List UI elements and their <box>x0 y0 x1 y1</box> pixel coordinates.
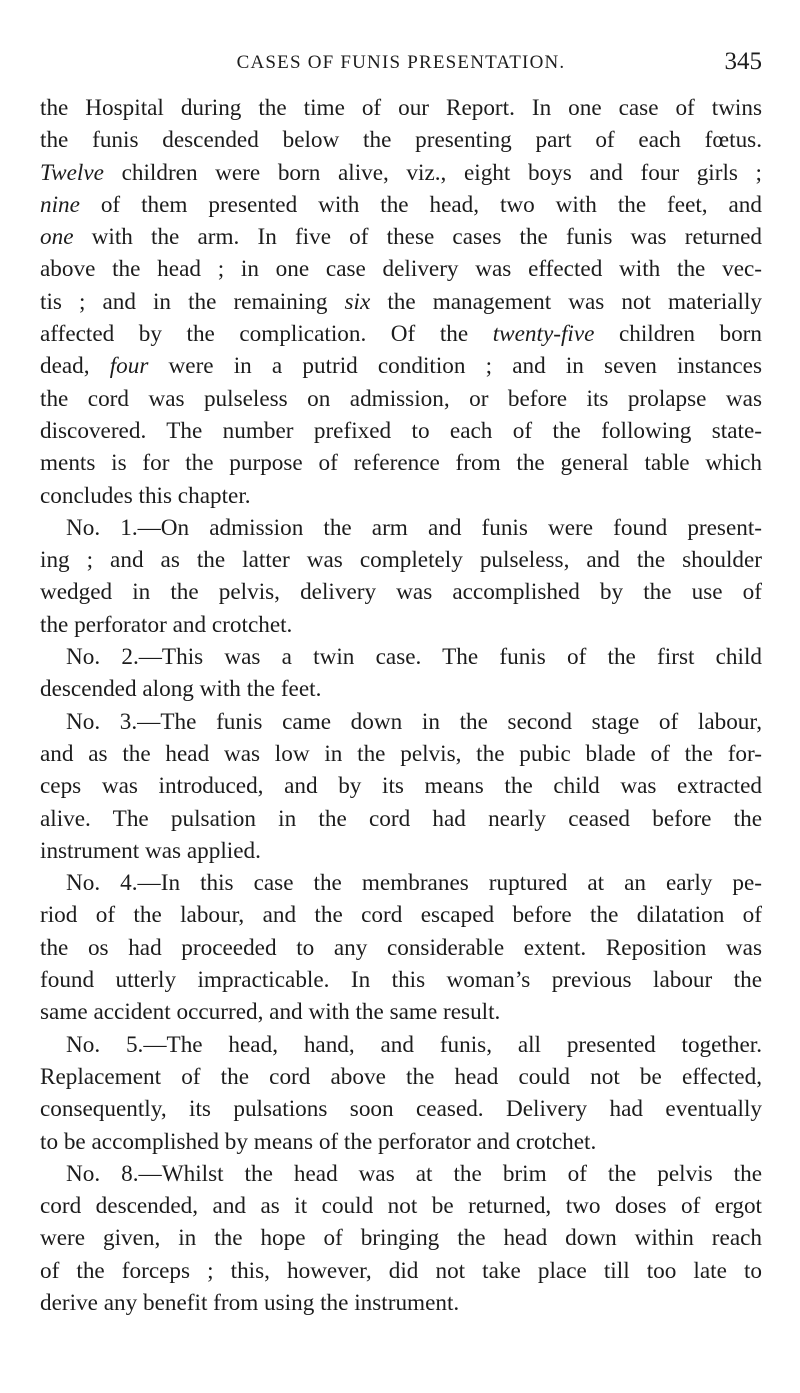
text-line: wedged in the pelvis, delivery was accomplished by the use of <box>40 579 762 606</box>
text-line: No. 8.—Whilst the head was at the brim of the pelvis the <box>66 1160 762 1187</box>
text-line: No. 1.—On admission the arm and funis were found present- <box>66 514 762 541</box>
body-text <box>40 92 762 1319</box>
text-line: one with the arm. In five of these cases the funis was returned <box>40 224 762 251</box>
running-head <box>40 0 762 92</box>
text-line: ing ; and as the latter was completely pulseless, and the shoulder <box>40 547 762 574</box>
case-paragraph-no-1 <box>40 512 762 641</box>
text-line: and as the head was low in the pelvis, the pubic blade of the for- <box>40 740 762 767</box>
text-line: No. 3.—The funis came down in the second stage of labour, <box>66 708 762 735</box>
paragraph-intro <box>40 92 762 512</box>
case-paragraph-no-5 <box>40 1029 762 1158</box>
text-line: No. 4.—In this case the membranes ruptured at an early pe- <box>66 870 762 897</box>
text-line: the os had proceeded to any considerable extent. Reposition was <box>40 934 762 961</box>
text-line: same accident occurred, and with the same result. <box>40 999 501 1026</box>
text-line: cord descended, and as it could not be returned, two doses of ergot <box>40 1193 762 1220</box>
text-line: to be accomplished by means of the perforator and crotchet. <box>40 1128 597 1155</box>
text-line: descended along with the feet. <box>40 676 322 703</box>
text-line: consequently, its pulsations soon ceased. Delivery had eventually <box>40 1096 762 1123</box>
text-line: ceps was introduced, and by its means the child was extracted <box>40 773 762 800</box>
text-line: Twelve children were born alive, viz., eight boys and four girls ; <box>40 159 762 186</box>
case-paragraph-no-2 <box>40 641 762 706</box>
text-line: the Hospital during the time of our Report. In one case of twins <box>40 95 762 121</box>
text-line: the perforator and crotchet. <box>40 611 293 638</box>
case-paragraph-no-8 <box>40 1158 762 1319</box>
text-line: derive any benefit from using the instrument. <box>40 1289 460 1316</box>
text-line: found utterly impracticable. In this woman’s previous labour the <box>40 967 762 994</box>
page-number: 345 <box>724 48 762 75</box>
text-line: nine of them presented with the head, two with the feet, and <box>40 191 762 218</box>
case-paragraph-no-3 <box>40 706 762 867</box>
case-paragraph-no-4 <box>40 867 762 1028</box>
text-line: ments is for the purpose of reference from the general table which <box>40 450 762 477</box>
text-line: concludes this chapter. <box>40 482 251 509</box>
text-line: of the forceps ; this, however, did not take place till too late to <box>40 1257 762 1284</box>
text-line: alive. The pulsation in the cord had nearly ceased before the <box>40 805 762 832</box>
text-line: affected by the complication. Of the twenty-five children born <box>40 321 762 348</box>
text-line: discovered. The number prefixed to each of the following state- <box>40 417 762 444</box>
book-page <box>40 0 762 1393</box>
text-line: the cord was pulseless on admission, or before its prolapse was <box>40 385 762 412</box>
running-title: CASES OF FUNIS PRESENTATION. <box>236 52 566 73</box>
text-line: tis ; and in the remaining six the management was not materially <box>40 288 762 315</box>
text-line: the funis descended below the presenting part of each fœtus. <box>40 127 762 154</box>
text-line: riod of the labour, and the cord escaped before the dilatation of <box>40 902 762 929</box>
text-line: No. 5.—The head, hand, and funis, all presented together. <box>66 1031 762 1058</box>
text-line: No. 2.—This was a twin case. The funis of the first child <box>66 644 762 671</box>
text-line: dead, four were in a putrid condition ; and in seven instances <box>40 353 762 380</box>
text-line: above the head ; in one case delivery was effected with the vec- <box>40 256 762 283</box>
text-line: were given, in the hope of bringing the head down within reach <box>40 1225 762 1252</box>
text-line: Replacement of the cord above the head could not be effected, <box>40 1063 762 1090</box>
text-line: instrument was applied. <box>40 837 261 864</box>
